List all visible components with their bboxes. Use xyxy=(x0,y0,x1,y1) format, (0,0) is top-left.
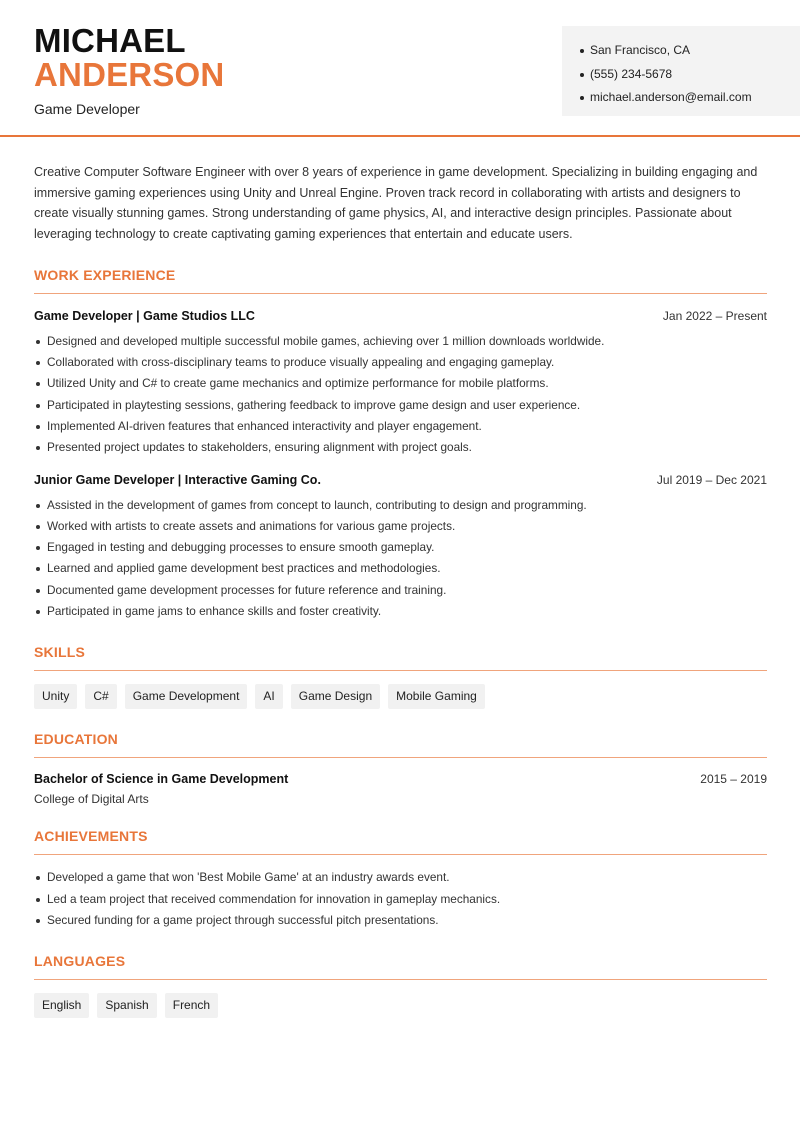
skill-tag: Game Design xyxy=(291,684,380,709)
list-item: Assisted in the development of games from concept to launch, contributing to design and programming. xyxy=(34,495,767,516)
list-item: Presented project updates to stakeholders, ensuring alignment with project goals. xyxy=(34,437,767,458)
skill-tag: Unity xyxy=(34,684,77,709)
first-name: MICHAEL xyxy=(34,22,186,59)
contact-box xyxy=(562,26,800,116)
achievements-section xyxy=(34,828,767,931)
contact-email[interactable]: michael.anderson@email.com xyxy=(580,86,800,110)
section-title-skills: SKILLS xyxy=(34,644,767,671)
last-name: ANDERSON xyxy=(34,56,225,93)
job-bullets xyxy=(34,495,767,623)
section-title-work: WORK EXPERIENCE xyxy=(34,267,767,294)
skills-section xyxy=(34,644,767,709)
contact-location: San Francisco, CA xyxy=(580,39,800,63)
language-tag: English xyxy=(34,993,89,1018)
work-experience-section xyxy=(34,267,767,623)
job-dates: Jul 2019 – Dec 2021 xyxy=(656,472,767,487)
list-item: Implemented AI-driven features that enhanced interactivity and player engagement. xyxy=(34,416,767,437)
name-block xyxy=(34,24,224,117)
job-bullets xyxy=(34,331,767,459)
degree: Bachelor of Science in Game Development xyxy=(34,772,289,787)
list-item: Documented game development processes for future reference and training. xyxy=(34,580,767,601)
skill-tag: Game Development xyxy=(125,684,248,709)
list-item: Developed a game that won 'Best Mobile Game' at an industry awards event. xyxy=(34,867,767,888)
job-title: Game Developer xyxy=(34,101,140,117)
contact-phone: (555) 234-5678 xyxy=(580,63,800,87)
summary-paragraph: Creative Computer Software Engineer with over 8 years of experience in game development. Specializing in building engaging and immersive gaming experiences using Unity and Unreal Engine. Proven track record in collaborating with artists and designers to create visually stunning games. Strong understanding of game physics, AI, and interactive design principles. Passionate about leveraging technology to create captivating gaming experiences that entertain and educate users. xyxy=(34,165,758,242)
language-tags xyxy=(34,993,767,1018)
language-tag: French xyxy=(165,993,218,1018)
languages-section xyxy=(34,953,767,1018)
job-entry xyxy=(34,309,767,459)
contact-list xyxy=(580,39,800,110)
education-entry xyxy=(34,772,767,806)
resume-body xyxy=(34,162,767,1018)
skill-tag: Mobile Gaming xyxy=(388,684,485,709)
list-item: Led a team project that received commendation for innovation in gameplay mechanics. xyxy=(34,889,767,910)
list-item: Engaged in testing and debugging processes to ensure smooth gameplay. xyxy=(34,537,767,558)
language-tag: Spanish xyxy=(97,993,156,1018)
list-item: Participated in game jams to enhance skills and foster creativity. xyxy=(34,601,767,622)
skill-tag: C# xyxy=(85,684,116,709)
skills-tags xyxy=(34,684,767,709)
school-name: College of Digital Arts xyxy=(34,792,149,807)
achievements-list xyxy=(34,867,767,931)
list-item: Collaborated with cross-disciplinary teams to produce visually appealing and engaging gameplay. xyxy=(34,352,767,373)
list-item: Participated in playtesting sessions, gathering feedback to improve game design and user experience. xyxy=(34,395,767,416)
list-item: Secured funding for a game project through successful pitch presentations. xyxy=(34,910,767,931)
section-title-languages: LANGUAGES xyxy=(34,953,767,980)
education-section xyxy=(34,731,767,806)
list-item: Worked with artists to create assets and animations for various game projects. xyxy=(34,516,767,537)
job-role: Game Developer | Game Studios LLC xyxy=(34,308,255,323)
job-entry xyxy=(34,473,767,623)
job-dates: Jan 2022 – Present xyxy=(662,308,767,323)
skill-tag: AI xyxy=(255,684,282,709)
resume-header xyxy=(0,0,800,137)
list-item: Utilized Unity and C# to create game mechanics and optimize performance for mobile platforms. xyxy=(34,373,767,394)
list-item: Learned and applied game development best practices and methodologies. xyxy=(34,558,767,579)
list-item: Designed and developed multiple successful mobile games, achieving over 1 million downloads worldwide. xyxy=(34,331,767,352)
job-role: Junior Game Developer | Interactive Gaming Co. xyxy=(34,472,321,487)
section-title-achievements: ACHIEVEMENTS xyxy=(34,828,767,855)
section-title-education: EDUCATION xyxy=(34,731,767,758)
education-dates: 2015 – 2019 xyxy=(700,772,767,787)
